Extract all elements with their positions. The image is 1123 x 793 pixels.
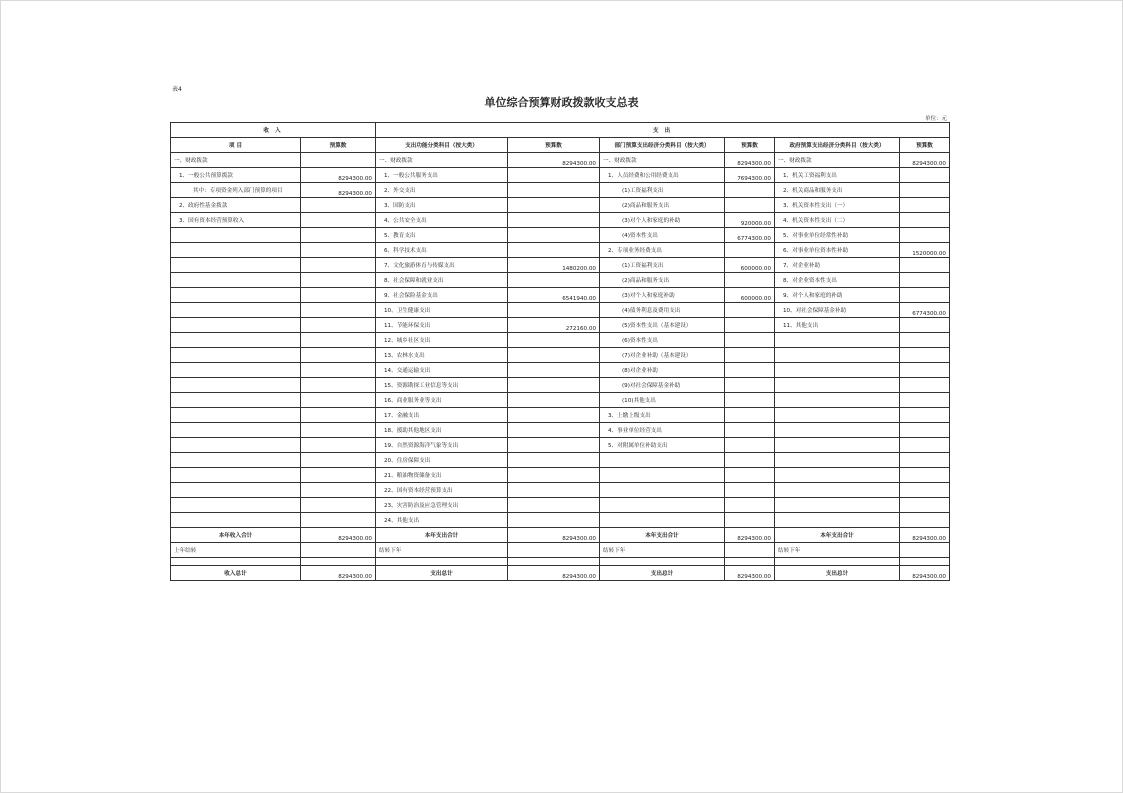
dept-econ-item-cell: 结转下年 [600, 543, 725, 558]
dept-econ-amount-cell [725, 273, 775, 288]
budget-header: 预算数 [725, 138, 775, 153]
income-amount-cell [301, 468, 376, 483]
dept-econ-item-cell: (1)工资福利支出 [600, 183, 725, 198]
budget-summary-table [170, 122, 950, 581]
budget-header: 预算数 [301, 138, 376, 153]
income-item-cell: 1、一般公共预算拨款 [171, 168, 301, 183]
income-item-cell [171, 348, 301, 363]
dept-econ-amount-cell [725, 333, 775, 348]
dept-econ-amount-cell [725, 498, 775, 513]
income-item-cell: 收入总计 [171, 566, 301, 581]
income-amount-cell [301, 393, 376, 408]
gov-econ-amount-cell [900, 468, 950, 483]
spacer-row [171, 558, 950, 566]
dept-econ-amount-cell [725, 423, 775, 438]
income-amount-cell [301, 513, 376, 528]
function-amount-cell [508, 198, 600, 213]
function-amount-cell: 272160.00 [508, 318, 600, 333]
function-item-cell: 本年支出合计 [376, 528, 508, 543]
dept-econ-item-cell: 4、事业单位经营支出 [600, 423, 725, 438]
gov-econ-amount-cell [900, 423, 950, 438]
table-row [171, 513, 950, 528]
gov-econ-amount-cell [900, 438, 950, 453]
function-amount-cell [508, 498, 600, 513]
income-amount-cell [301, 288, 376, 303]
dept-econ-amount-cell [725, 408, 775, 423]
gov-econ-amount-cell [900, 453, 950, 468]
dept-econ-amount-cell [725, 318, 775, 333]
table-row [171, 498, 950, 513]
table-row [171, 213, 950, 228]
gov-econ-amount-cell: 6774300.00 [900, 303, 950, 318]
function-item-cell: 15、资源勘探工业信息等支出 [376, 378, 508, 393]
gov-econ-item-cell [775, 363, 900, 378]
dept-econ-amount-cell [725, 393, 775, 408]
dept-econ-item-cell: 支出总计 [600, 566, 725, 581]
income-amount-cell [301, 453, 376, 468]
empty-cell [900, 558, 950, 566]
function-item-cell: 12、城乡社区支出 [376, 333, 508, 348]
table-row [171, 303, 950, 318]
function-item-cell: 19、自然资源海洋气象等支出 [376, 438, 508, 453]
income-amount-cell [301, 318, 376, 333]
dept-econ-amount-cell: 600000.00 [725, 258, 775, 273]
dept-econ-item-cell: (5)资本性支出（基本建设） [600, 318, 725, 333]
function-item-cell: 2、外交支出 [376, 183, 508, 198]
function-amount-cell [508, 333, 600, 348]
gov-econ-item-cell: 5、对事业单位经常性补助 [775, 228, 900, 243]
income-item-cell [171, 243, 301, 258]
table-row [171, 288, 950, 303]
dept-econ-item-cell: (10)其他支出 [600, 393, 725, 408]
gov-econ-amount-cell [900, 483, 950, 498]
income-item-cell [171, 273, 301, 288]
table-row [171, 168, 950, 183]
function-item-cell: 22、国有资本经营预算支出 [376, 483, 508, 498]
dept-econ-amount-cell [725, 468, 775, 483]
dept-econ-amount-cell: 8294300.00 [725, 566, 775, 581]
gov-econ-amount-cell [900, 198, 950, 213]
gov-econ-item-cell: 2、机关商品和服务支出 [775, 183, 900, 198]
income-amount-cell [301, 498, 376, 513]
function-amount-cell [508, 468, 600, 483]
income-item-cell [171, 318, 301, 333]
dept-econ-amount-cell: 7694300.00 [725, 168, 775, 183]
income-amount-cell [301, 243, 376, 258]
gov-econ-item-cell [775, 393, 900, 408]
gov-econ-item-cell [775, 333, 900, 348]
income-item-cell [171, 393, 301, 408]
function-item-cell: 5、教育支出 [376, 228, 508, 243]
function-item-cell: 14、交通运输支出 [376, 363, 508, 378]
function-item-cell: 23、灾害防治及应急管理支出 [376, 498, 508, 513]
income-item-cell [171, 423, 301, 438]
dept-econ-amount-cell [725, 453, 775, 468]
income-item-cell: 2、政府性基金拨款 [171, 198, 301, 213]
income-item-cell [171, 228, 301, 243]
dept-econ-amount-cell [725, 183, 775, 198]
table-row [171, 183, 950, 198]
dept-econ-class-header: 部门预算支出经济分类科目（按大类） [600, 138, 725, 153]
function-item-cell: 1、一般公共服务支出 [376, 168, 508, 183]
gov-econ-amount-cell [900, 393, 950, 408]
gov-econ-amount-cell [900, 258, 950, 273]
empty-cell [301, 558, 376, 566]
gov-econ-item-cell [775, 498, 900, 513]
gov-econ-item-cell [775, 348, 900, 363]
income-amount-cell [301, 348, 376, 363]
gov-econ-amount-cell [900, 333, 950, 348]
income-item-cell [171, 408, 301, 423]
gov-econ-amount-cell: 1520000.00 [900, 243, 950, 258]
gov-econ-amount-cell: 8294300.00 [900, 566, 950, 581]
gov-econ-item-cell: 本年支出合计 [775, 528, 900, 543]
gov-econ-amount-cell [900, 228, 950, 243]
table-row [171, 258, 950, 273]
gov-econ-item-cell: 11、其他支出 [775, 318, 900, 333]
income-item-cell [171, 468, 301, 483]
table-row [171, 153, 950, 168]
income-amount-cell: 8294300.00 [301, 528, 376, 543]
function-amount-cell [508, 513, 600, 528]
table-row [171, 438, 950, 453]
function-amount-cell [508, 183, 600, 198]
table-row [171, 273, 950, 288]
income-item-cell [171, 363, 301, 378]
gov-econ-item-cell [775, 483, 900, 498]
function-amount-cell [508, 243, 600, 258]
income-amount-cell [301, 423, 376, 438]
gov-econ-item-cell [775, 423, 900, 438]
function-amount-cell [508, 453, 600, 468]
gov-econ-item-cell [775, 453, 900, 468]
gov-econ-amount-cell [900, 213, 950, 228]
table-row [171, 243, 950, 258]
gov-econ-item-cell [775, 438, 900, 453]
income-item-cell: 一、财政拨款 [171, 153, 301, 168]
dept-econ-amount-cell [725, 363, 775, 378]
gov-econ-amount-cell: 8294300.00 [900, 528, 950, 543]
income-amount-cell [301, 303, 376, 318]
dept-econ-item-cell: (4)资本性支出 [600, 228, 725, 243]
income-item-cell [171, 498, 301, 513]
function-item-cell: 一、财政拨款 [376, 153, 508, 168]
dept-econ-amount-cell: 6774300.00 [725, 228, 775, 243]
dept-econ-amount-cell [725, 378, 775, 393]
gov-econ-item-cell [775, 468, 900, 483]
income-item-cell [171, 378, 301, 393]
gov-econ-item-cell: 4、机关资本性支出（二） [775, 213, 900, 228]
income-amount-cell [301, 438, 376, 453]
gov-econ-amount-cell [900, 273, 950, 288]
table-row [171, 528, 950, 543]
function-amount-cell [508, 378, 600, 393]
income-amount-cell [301, 273, 376, 288]
table-row [171, 453, 950, 468]
gov-econ-item-cell: 3、机关资本性支出（一） [775, 198, 900, 213]
gov-econ-amount-cell [900, 363, 950, 378]
function-item-cell: 4、公共安全支出 [376, 213, 508, 228]
gov-econ-item-cell: 7、对企业补助 [775, 258, 900, 273]
table-row [171, 198, 950, 213]
table-row [171, 483, 950, 498]
dept-econ-item-cell: (9)对社会保障基金补助 [600, 378, 725, 393]
income-amount-cell [301, 333, 376, 348]
table-row [171, 378, 950, 393]
function-amount-cell: 6541940.00 [508, 288, 600, 303]
function-amount-cell [508, 273, 600, 288]
income-amount-cell [301, 378, 376, 393]
income-amount-cell: 8294300.00 [301, 183, 376, 198]
table-row [171, 348, 950, 363]
table-row [171, 228, 950, 243]
expense-header: 支 出 [376, 123, 950, 138]
function-amount-cell [508, 423, 600, 438]
dept-econ-item-cell: (6)资本性支出 [600, 333, 725, 348]
function-amount-cell [508, 363, 600, 378]
gov-econ-item-cell: 结转下年 [775, 543, 900, 558]
empty-cell [775, 558, 900, 566]
function-amount-cell: 1480200.00 [508, 258, 600, 273]
table-row [171, 566, 950, 581]
dept-econ-item-cell [600, 513, 725, 528]
dept-econ-amount-cell [725, 348, 775, 363]
income-item-cell [171, 483, 301, 498]
function-item-cell: 结转下年 [376, 543, 508, 558]
gov-econ-amount-cell [900, 318, 950, 333]
empty-cell [171, 558, 301, 566]
function-item-cell: 10、卫生健康支出 [376, 303, 508, 318]
item-header: 项 目 [171, 138, 301, 153]
dept-econ-item-cell: 一、财政拨款 [600, 153, 725, 168]
dept-econ-item-cell: (2)商品和服务支出 [600, 198, 725, 213]
income-amount-cell [301, 483, 376, 498]
income-amount-cell: 8294300.00 [301, 168, 376, 183]
table-row [171, 423, 950, 438]
income-amount-cell [301, 153, 376, 168]
table-row [171, 318, 950, 333]
table-row [171, 543, 950, 558]
income-item-cell: 3、国有资本经营预算收入 [171, 213, 301, 228]
gov-econ-class-header: 政府预算支出经济分类科目（按大类） [775, 138, 900, 153]
function-item-cell: 18、援助其他地区支出 [376, 423, 508, 438]
dept-econ-amount-cell [725, 438, 775, 453]
function-amount-cell [508, 348, 600, 363]
gov-econ-item-cell: 9、对个人和家庭的补助 [775, 288, 900, 303]
income-amount-cell [301, 228, 376, 243]
dept-econ-item-cell [600, 483, 725, 498]
gov-econ-item-cell: 1、机关工资福利支出 [775, 168, 900, 183]
income-item-cell: 本年收入合计 [171, 528, 301, 543]
function-item-cell: 支出总计 [376, 566, 508, 581]
function-amount-cell [508, 438, 600, 453]
dept-econ-item-cell: 3、上缴上级支出 [600, 408, 725, 423]
dept-econ-item-cell: (3)对个人和家庭的补助 [600, 213, 725, 228]
function-amount-cell [508, 228, 600, 243]
income-item-cell [171, 513, 301, 528]
gov-econ-item-cell: 6、对事业单位资本性补助 [775, 243, 900, 258]
function-amount-cell: 8294300.00 [508, 153, 600, 168]
empty-cell [600, 558, 725, 566]
dept-econ-item-cell [600, 498, 725, 513]
gov-econ-item-cell [775, 378, 900, 393]
income-amount-cell [301, 213, 376, 228]
dept-econ-item-cell: 本年支出合计 [600, 528, 725, 543]
function-item-cell: 20、住房保障支出 [376, 453, 508, 468]
dept-econ-item-cell: (3)对个人和家庭补助 [600, 288, 725, 303]
function-amount-cell: 8294300.00 [508, 528, 600, 543]
gov-econ-amount-cell: 8294300.00 [900, 153, 950, 168]
function-item-cell: 11、节能环保支出 [376, 318, 508, 333]
function-class-header: 支出功能分类科目（按大类） [376, 138, 508, 153]
table-row [171, 468, 950, 483]
income-item-cell [171, 288, 301, 303]
function-item-cell: 6、科学技术支出 [376, 243, 508, 258]
dept-econ-item-cell: (2)商品和服务支出 [600, 273, 725, 288]
dept-econ-item-cell: (8)对企业补助 [600, 363, 725, 378]
function-amount-cell [508, 483, 600, 498]
gov-econ-amount-cell [900, 378, 950, 393]
function-amount-cell [508, 303, 600, 318]
function-item-cell: 24、其他支出 [376, 513, 508, 528]
gov-econ-amount-cell [900, 288, 950, 303]
income-item-cell [171, 333, 301, 348]
income-item-cell [171, 453, 301, 468]
dept-econ-amount-cell [725, 198, 775, 213]
function-item-cell: 7、文化旅游体育与传媒支出 [376, 258, 508, 273]
table-number: 表4 [172, 86, 182, 93]
function-item-cell: 8、社会保障和就业支出 [376, 273, 508, 288]
gov-econ-amount-cell [900, 543, 950, 558]
dept-econ-item-cell [600, 453, 725, 468]
dept-econ-item-cell: 2、专项业务经费支出 [600, 243, 725, 258]
gov-econ-amount-cell [900, 168, 950, 183]
gov-econ-item-cell: 8、对企业资本性支出 [775, 273, 900, 288]
income-amount-cell: 8294300.00 [301, 566, 376, 581]
income-item-cell: 上年结转 [171, 543, 301, 558]
function-amount-cell [508, 168, 600, 183]
gov-econ-amount-cell [900, 183, 950, 198]
function-amount-cell [508, 543, 600, 558]
dept-econ-amount-cell [725, 243, 775, 258]
empty-cell [725, 558, 775, 566]
dept-econ-amount-cell: 8294300.00 [725, 153, 775, 168]
unit-label: 单位：元 [924, 116, 947, 122]
dept-econ-amount-cell [725, 483, 775, 498]
dept-econ-item-cell: 5、对附属单位补助支出 [600, 438, 725, 453]
dept-econ-amount-cell [725, 303, 775, 318]
income-amount-cell [301, 408, 376, 423]
gov-econ-item-cell [775, 513, 900, 528]
income-item-cell: 其中：专项资金列入部门预算的项目 [171, 183, 301, 198]
empty-cell [508, 558, 600, 566]
gov-econ-item-cell: 一、财政拨款 [775, 153, 900, 168]
function-amount-cell [508, 393, 600, 408]
income-amount-cell [301, 543, 376, 558]
income-item-cell [171, 258, 301, 273]
gov-econ-item-cell: 支出总计 [775, 566, 900, 581]
table-row [171, 393, 950, 408]
function-item-cell: 3、国防支出 [376, 198, 508, 213]
income-amount-cell [301, 363, 376, 378]
dept-econ-item-cell [600, 468, 725, 483]
table-row [171, 363, 950, 378]
gov-econ-item-cell [775, 408, 900, 423]
income-item-cell [171, 438, 301, 453]
function-amount-cell [508, 408, 600, 423]
page-title: 单位综合预算财政拨款收支总表 [484, 96, 639, 109]
dept-econ-amount-cell: 8294300.00 [725, 528, 775, 543]
gov-econ-item-cell: 10、对社会保障基金补助 [775, 303, 900, 318]
function-item-cell: 21、粮油物资储备支出 [376, 468, 508, 483]
function-amount-cell: 8294300.00 [508, 566, 600, 581]
budget-header: 预算数 [508, 138, 600, 153]
gov-econ-amount-cell [900, 513, 950, 528]
income-item-cell [171, 303, 301, 318]
dept-econ-amount-cell [725, 513, 775, 528]
budget-header: 预算数 [900, 138, 950, 153]
income-amount-cell [301, 198, 376, 213]
dept-econ-item-cell: 1、人员经费和公用经费支出 [600, 168, 725, 183]
gov-econ-amount-cell [900, 408, 950, 423]
dept-econ-amount-cell [725, 543, 775, 558]
dept-econ-amount-cell: 600000.00 [725, 288, 775, 303]
function-item-cell: 13、农林水支出 [376, 348, 508, 363]
table-row [171, 408, 950, 423]
empty-cell [376, 558, 508, 566]
dept-econ-item-cell: (1)工资福利支出 [600, 258, 725, 273]
function-amount-cell [508, 213, 600, 228]
dept-econ-amount-cell: 920000.00 [725, 213, 775, 228]
gov-econ-amount-cell [900, 498, 950, 513]
dept-econ-item-cell: (7)对企业补助（基本建设） [600, 348, 725, 363]
function-item-cell: 17、金融支出 [376, 408, 508, 423]
income-header: 收 入 [171, 123, 376, 138]
income-amount-cell [301, 258, 376, 273]
function-item-cell: 9、社会保险基金支出 [376, 288, 508, 303]
dept-econ-item-cell: (4)债务利息及费用支出 [600, 303, 725, 318]
table-row [171, 333, 950, 348]
function-item-cell: 16、商业服务业等支出 [376, 393, 508, 408]
gov-econ-amount-cell [900, 348, 950, 363]
